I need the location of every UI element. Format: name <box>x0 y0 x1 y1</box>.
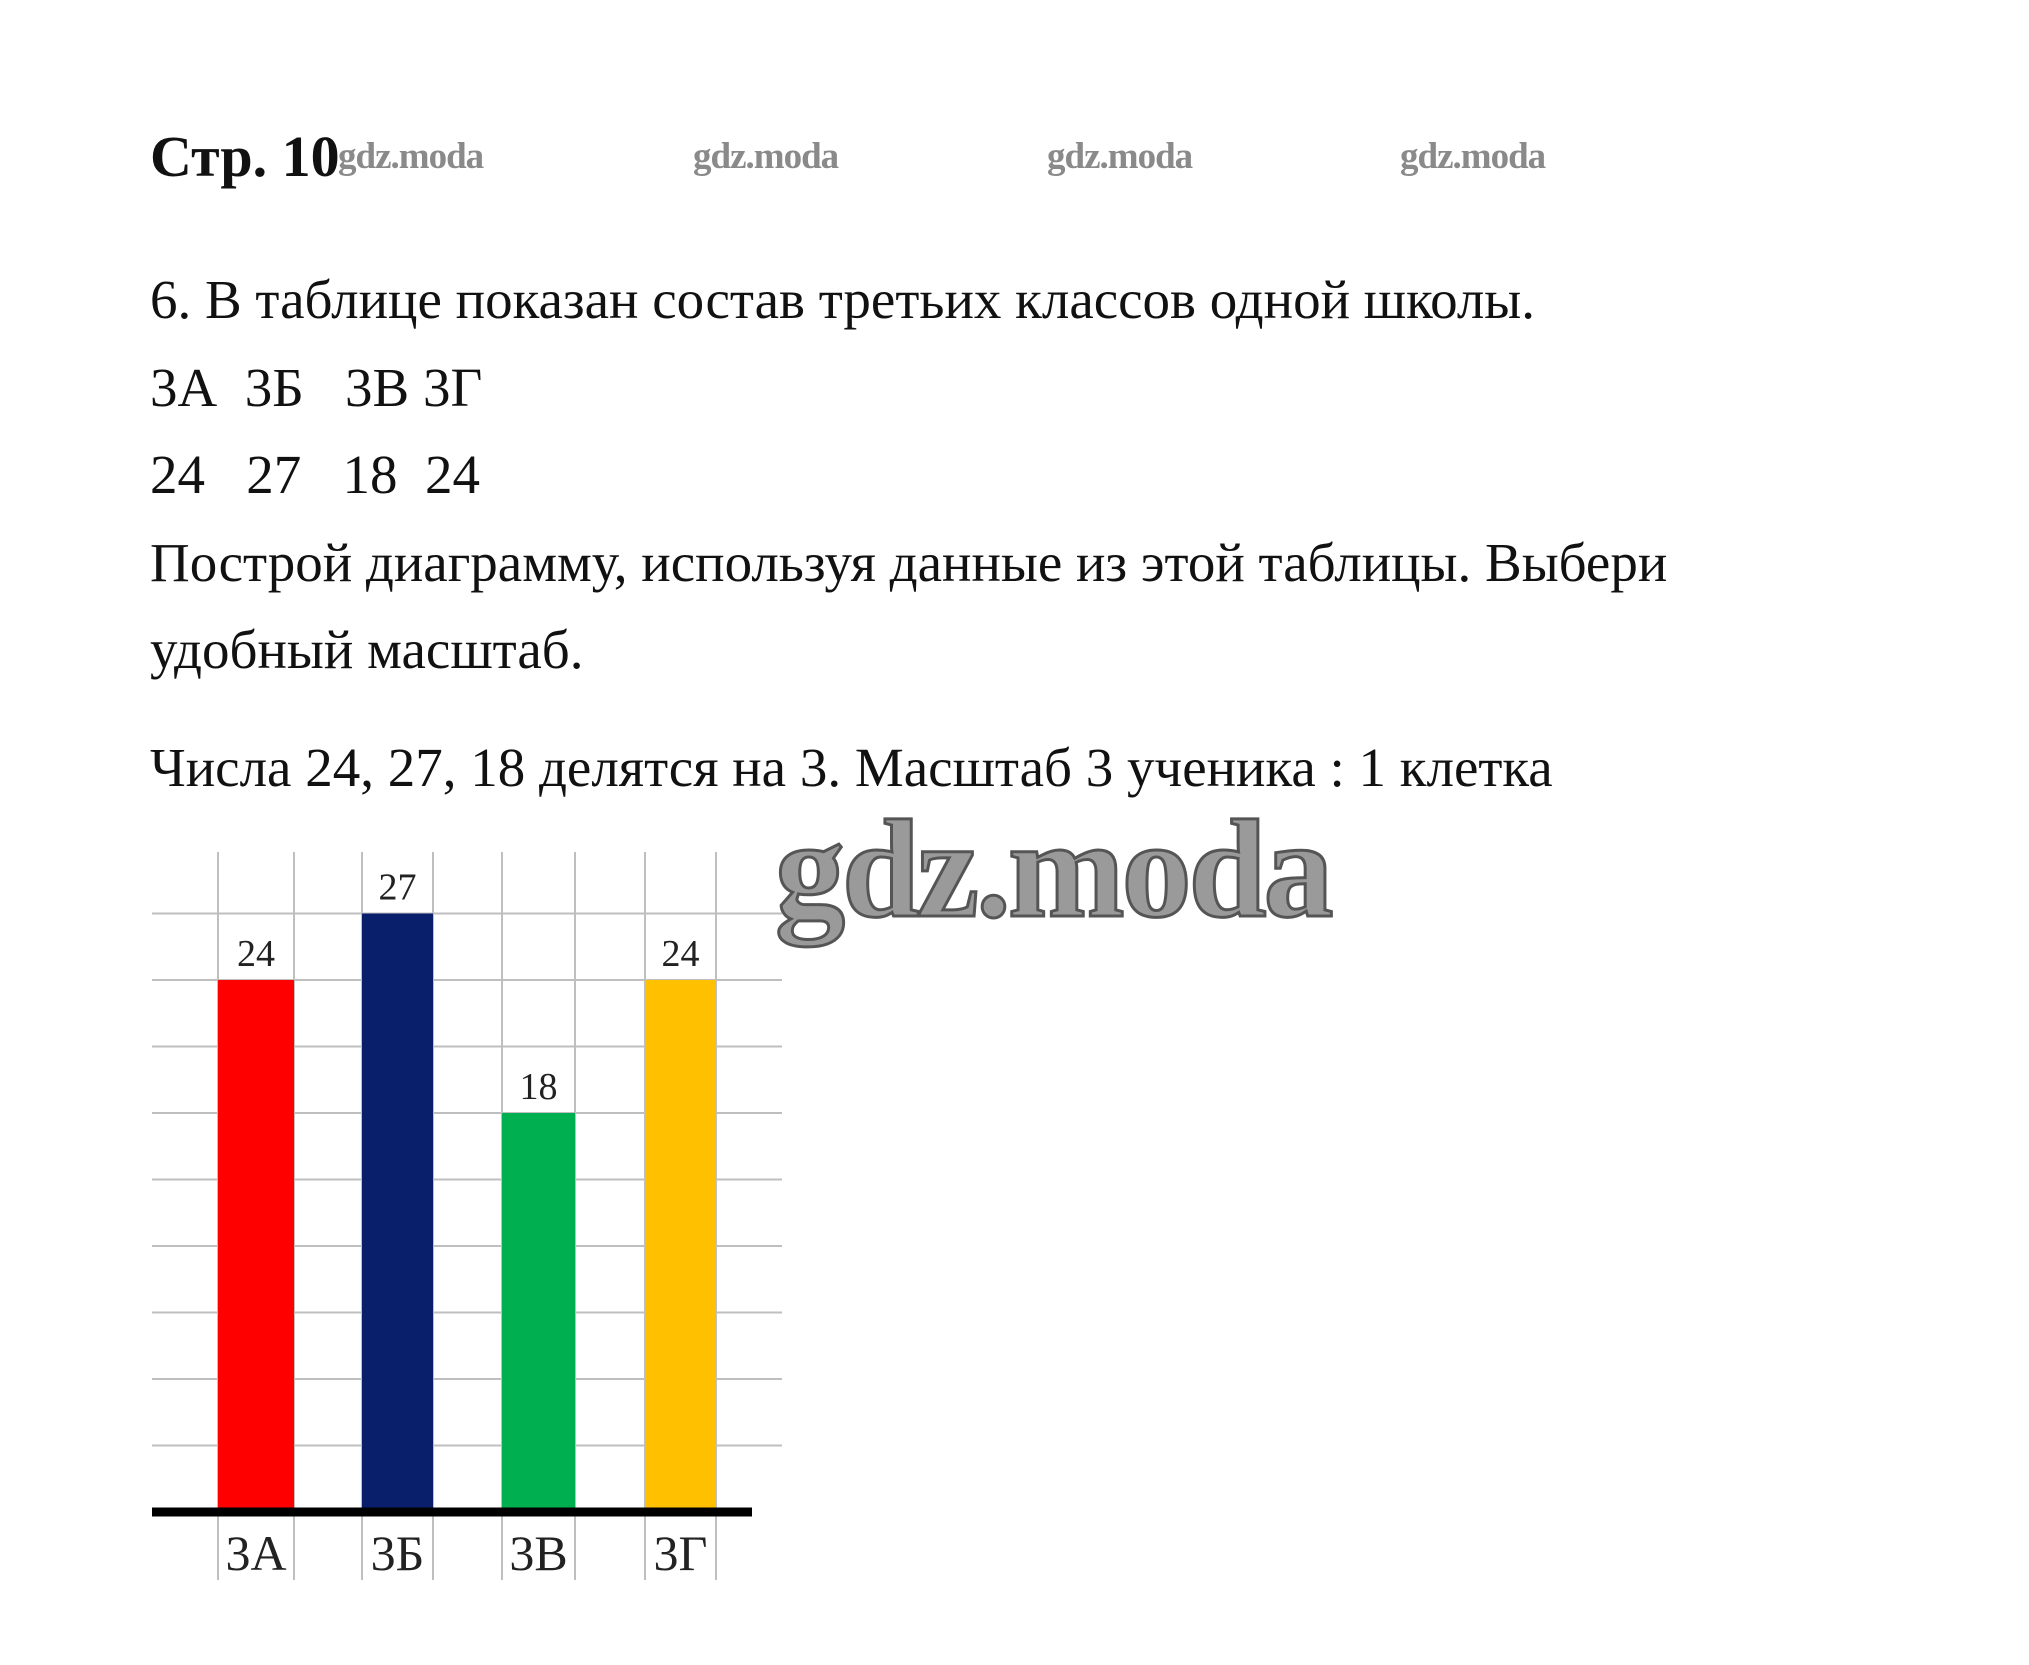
data-label-2: 27 <box>378 866 417 909</box>
data-label-3: 18 <box>519 1066 558 1108</box>
watermark-small-4: gdz.moda <box>1400 136 1546 177</box>
bar-4 <box>645 980 716 1512</box>
watermark-small-2: gdz.moda <box>693 136 839 177</box>
table-row-values: 24 27 18 24 <box>150 444 480 505</box>
instruction-line-1: Построй диаграмму, используя данные из этой таблицы. Выбери <box>150 532 1668 593</box>
category-label-2: 3Б <box>370 1525 425 1581</box>
category-label-3: 3В <box>509 1525 568 1581</box>
data-label-1: 24 <box>237 933 275 975</box>
bar-2 <box>362 914 433 1513</box>
task-statement: 6. В таблице показан состав третьих классов одной школы. <box>150 269 1535 330</box>
bar-3 <box>502 1113 575 1512</box>
watermark-small-1: gdz.moda <box>338 136 484 177</box>
instruction-line-2: удобный масштаб. <box>150 619 584 680</box>
page-title: Стр. 10 <box>150 124 340 189</box>
category-label-1: 3А <box>225 1525 287 1581</box>
solution-text: Числа 24, 27, 18 делятся на 3. Масштаб 3 ученика : 1 клетка <box>150 737 1553 798</box>
bar-1 <box>218 980 294 1512</box>
big-watermark: gdz.moda <box>775 792 1331 947</box>
data-label-4: 24 <box>661 933 700 975</box>
table-row-labels: 3А 3Б 3В 3Г <box>150 357 483 418</box>
watermark-small-3: gdz.moda <box>1047 136 1193 177</box>
category-label-4: 3Г <box>653 1525 708 1581</box>
chart-bars <box>218 914 716 1513</box>
chart-labels <box>225 867 707 1582</box>
